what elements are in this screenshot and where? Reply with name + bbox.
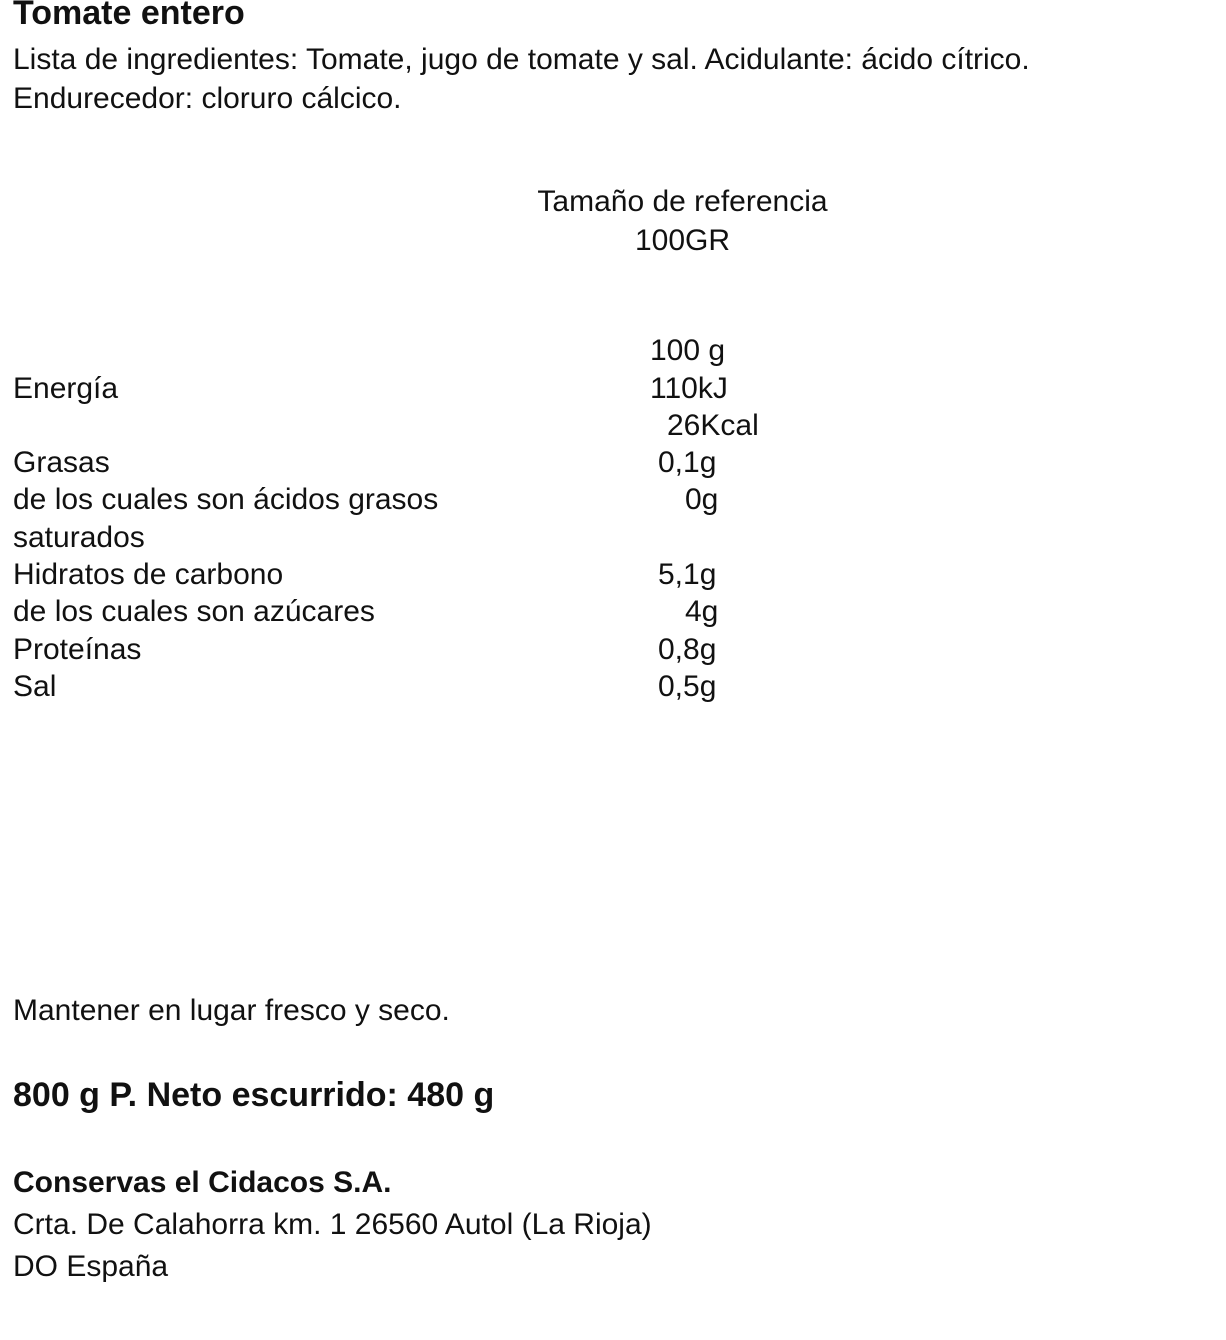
nutrition-value-sugars: 4g xyxy=(685,595,719,628)
company-address: Crta. De Calahorra km. 1 26560 Autol (La Rioja) xyxy=(13,1208,652,1241)
nutrition-value-protein: 0,8g xyxy=(658,633,717,666)
nutrition-label-saturated-cont: saturados xyxy=(13,521,145,554)
nutrition-value-energy-kj: 110kJ xyxy=(650,372,728,405)
nutrition-value-salt: 0,5g xyxy=(658,670,717,703)
company-origin: DO España xyxy=(13,1250,169,1283)
nutrition-value-fat: 0,1g xyxy=(658,446,717,479)
nutrition-label-protein: Proteínas xyxy=(13,633,142,666)
reference-size-value: 100GR xyxy=(634,224,731,257)
nutrition-label-saturated: de los cuales son ácidos grasos xyxy=(13,483,439,516)
net-weight: 800 g P. Neto escurrido: 480 g xyxy=(13,1076,495,1114)
nutrition-value-energy-kcal: 26Kcal xyxy=(667,409,759,442)
nutrition-value-carbs: 5,1g xyxy=(658,558,717,591)
product-title: Tomate entero xyxy=(13,0,245,32)
company-name: Conservas el Cidacos S.A. xyxy=(13,1166,392,1199)
reference-size-label: Tamaño de referencia xyxy=(537,185,828,218)
ingredients-line-1: Lista de ingredientes: Tomate, jugo de tomate y sal. Acidulante: ácido cítrico. xyxy=(13,43,1030,76)
storage-instructions: Mantener en lugar fresco y seco. xyxy=(13,994,450,1027)
nutrition-label-fat: Grasas xyxy=(13,446,110,479)
nutrition-column-header: 100 g xyxy=(650,334,726,367)
nutrition-label-carbs: Hidratos de carbono xyxy=(13,558,284,591)
ingredients-line-2: Endurecedor: cloruro cálcico. xyxy=(13,82,402,115)
nutrition-value-saturated: 0g xyxy=(685,483,719,516)
nutrition-label-sugars: de los cuales son azúcares xyxy=(13,595,375,628)
nutrition-label-energy: Energía xyxy=(13,372,119,405)
nutrition-label-salt: Sal xyxy=(13,670,57,703)
